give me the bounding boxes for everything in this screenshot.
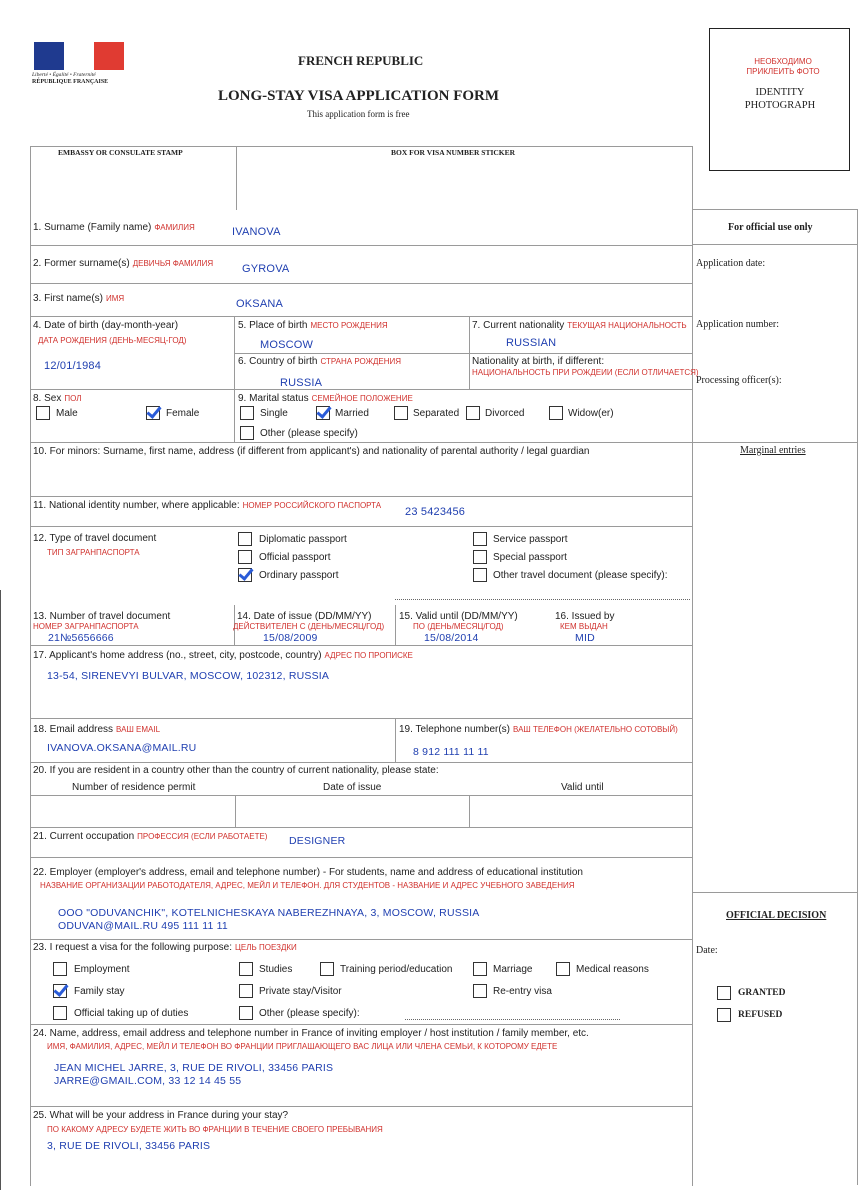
travel-doc-type-ru: ТИП ЗАГРАНПАСПОРТА <box>47 548 140 557</box>
marital-other-checkbox[interactable] <box>240 426 254 440</box>
purpose-medical-label: Medical reasons <box>576 964 649 975</box>
surname-label: 1. Surname (Family name) ФАМИЛИЯ <box>33 222 195 233</box>
national-id-value[interactable]: 23 5423456 <box>405 506 466 518</box>
marital-divorced-label: Divorced <box>485 408 525 419</box>
purpose-medical-checkbox[interactable] <box>556 962 570 976</box>
service-passport-label: Service passport <box>493 534 568 545</box>
residence-permit-col: Number of residence permit <box>72 782 196 793</box>
date-of-issue-value[interactable]: 15/08/2009 <box>263 632 318 644</box>
official-decision-title: OFFICIAL DECISION <box>726 910 827 921</box>
purpose-marriage-checkbox[interactable] <box>473 962 487 976</box>
purpose-label: 23. I request a visa for the following purpose: ЦЕЛЬ ПОЕЗДКИ <box>33 942 297 953</box>
france-address-value[interactable]: 3, RUE DE RIVOLI, 33456 PARIS <box>47 1140 211 1152</box>
occupation-label: 21. Current occupation ПРОФЕССИЯ (ЕСЛИ РАБОТАЕТЕ) <box>33 831 268 842</box>
purpose-private-checkbox[interactable] <box>239 984 253 998</box>
issued-by-value[interactable]: MID <box>575 632 595 644</box>
ordinary-passport-checkbox[interactable] <box>238 568 252 582</box>
issued-by-label: 16. Issued by <box>555 611 615 622</box>
stamp-label: EMBASSY OR CONSULATE STAMP <box>58 148 183 157</box>
sticker-label: BOX FOR VISA NUMBER STICKER <box>391 148 516 157</box>
residence-label: 20. If you are resident in a country other than the country of current nationality, please state: <box>33 765 439 776</box>
dob-value[interactable]: 12/01/1984 <box>44 360 102 372</box>
travel-doc-type-label: 12. Type of travel document <box>33 533 157 544</box>
residence-issue-col: Date of issue <box>323 782 382 793</box>
country-of-birth-value[interactable]: RUSSIA <box>280 377 323 389</box>
marital-divorced-checkbox[interactable] <box>466 406 480 420</box>
logo-name: RÉPUBLIQUE FRANÇAISE <box>32 79 109 85</box>
marital-single-label: Single <box>260 408 288 419</box>
granted-checkbox[interactable] <box>717 986 731 1000</box>
employer-line2[interactable]: ODUVAN@MAIL.RU 495 111 11 11 <box>58 920 228 932</box>
inviting-party-line1[interactable]: JEAN MICHEL JARRE, 3, RUE DE RIVOLI, 33456 PARIS <box>54 1062 334 1074</box>
marginal-entries-label: Marginal entries <box>740 445 806 456</box>
other-travel-doc-checkbox[interactable] <box>473 568 487 582</box>
purpose-family-checkbox[interactable] <box>53 984 67 998</box>
application-date-label: Application date: <box>696 258 766 269</box>
travel-doc-number-ru: НОМЕР ЗАГРАНПАСПОРТА <box>33 622 139 631</box>
refused-label: REFUSED <box>738 1010 783 1020</box>
dob-ru: ДАТА РОЖДЕНИЯ (ДЕНЬ-МЕСЯЦ-ГОД) <box>38 336 187 345</box>
purpose-duties-label: Official taking up of duties <box>74 1008 189 1019</box>
home-address-label: 17. Applicant's home address (no., street, city, postcode, country) АДРЕС ПО ПРОПИСКЕ <box>33 650 413 661</box>
valid-until-ru: ПО (ДЕНЬ/МЕСЯЦ/ГОД) <box>413 622 504 631</box>
photo-label: IDENTITY PHOTOGRAPH <box>744 87 816 111</box>
special-passport-checkbox[interactable] <box>473 550 487 564</box>
place-of-birth-label: 5. Place of birth МЕСТО РОЖДЕНИЯ <box>238 320 388 331</box>
purpose-reentry-label: Re-entry visa <box>493 986 552 997</box>
france-address-label: 25. What will be your address in France during your stay? <box>33 1110 289 1121</box>
service-passport-checkbox[interactable] <box>473 532 487 546</box>
purpose-duties-checkbox[interactable] <box>53 1006 67 1020</box>
marital-other-label: Other (please specify) <box>260 428 358 439</box>
purpose-family-label: Family stay <box>74 986 125 997</box>
former-surname-value[interactable]: GYROVA <box>242 263 290 275</box>
processing-officer-label: Processing officer(s): <box>696 375 782 386</box>
valid-until-value[interactable]: 15/08/2014 <box>424 632 479 644</box>
surname-value[interactable]: IVANOVA <box>232 226 281 238</box>
diplomatic-passport-label: Diplomatic passport <box>259 534 347 545</box>
employer-ru: НАЗВАНИЕ ОРГАНИЗАЦИИ РАБОТОДАТЕЛЯ, АДРЕС, МЕЙЛ И ТЕЛЕФОН. ДЛЯ СТУДЕНТОВ - НАЗВАНИЕ И АДРЕС УЧЕБНОГО ЗАВЕДЕНИЯ <box>40 881 575 890</box>
other-travel-doc-label: Other travel document (please specify): <box>493 570 668 581</box>
page-title: LONG-STAY VISA APPLICATION FORM <box>218 88 500 104</box>
minors-guardian-label: 10. For minors: Surname, first name, address (if different from applicant's) and nationality of parental authority / legal guardian <box>33 446 590 457</box>
diplomatic-passport-checkbox[interactable] <box>238 532 252 546</box>
nationality-value[interactable]: RUSSIAN <box>506 337 557 349</box>
application-number-label: Application number: <box>696 319 780 330</box>
sex-label: 8. Sex ПОЛ <box>33 393 82 404</box>
occupation-value[interactable]: DESIGNER <box>289 835 346 847</box>
home-address-value[interactable]: 13-54, SIRENEVYI BULVAR, MOSCOW, 102312, RUSSIA <box>47 670 330 682</box>
place-of-birth-value[interactable]: MOSCOW <box>260 339 314 351</box>
sex-female-checkbox[interactable] <box>146 406 160 420</box>
photo-box <box>709 28 850 171</box>
special-passport-label: Special passport <box>493 552 567 563</box>
ordinary-passport-label: Ordinary passport <box>259 570 339 581</box>
logo-motto: Liberté • Égalité • Fraternité <box>32 72 96 78</box>
purpose-studies-checkbox[interactable] <box>239 962 253 976</box>
purpose-employment-checkbox[interactable] <box>53 962 67 976</box>
purpose-marriage-label: Marriage <box>493 964 533 975</box>
employer-line1[interactable]: OOO "ODUVANCHIK", KOTELNICHESKAYA NABEREZHNAYA, 3, MOSCOW, RUSSIA <box>58 907 480 919</box>
nationality-birth-ru: НАЦИОНАЛЬНОСТЬ ПРИ РОЖДЕИИ (ЕСЛИ ОТЛИЧАЕТСЯ) <box>472 368 699 377</box>
marital-married-label: Married <box>335 408 369 419</box>
dob-label: 4. Date of birth (day-month-year) <box>33 320 179 331</box>
sex-male-checkbox[interactable] <box>36 406 50 420</box>
photo-ru-note: НЕОБХОДИМО ПРИКЛЕИТЬ ФОТО <box>746 57 820 76</box>
purpose-reentry-checkbox[interactable] <box>473 984 487 998</box>
marital-widow-label: Widow(er) <box>568 408 614 419</box>
inviting-party-label: 24. Name, address, email address and telephone number in France of inviting employer / host institution / family member, etc. <box>33 1028 589 1039</box>
official-passport-label: Official passport <box>259 552 331 563</box>
date-of-issue-label: 14. Date of issue (DD/MM/YY) <box>237 611 372 622</box>
marital-widow-checkbox[interactable] <box>549 406 563 420</box>
country-name: FRENCH REPUBLIC <box>298 53 424 68</box>
telephone-label: 19. Telephone number(s) ВАШ ТЕЛЕФОН (ЖЕЛАТЕЛЬНО СОТОВЫЙ) <box>399 724 678 735</box>
telephone-value[interactable]: 8 912 111 11 11 <box>413 746 489 758</box>
purpose-employment-label: Employment <box>74 964 130 975</box>
sex-male-label: Male <box>56 408 78 419</box>
purpose-other-checkbox[interactable] <box>239 1006 253 1020</box>
page-subtitle: This application form is free <box>307 109 410 119</box>
travel-doc-number-value[interactable]: 21№5656666 <box>48 632 114 644</box>
flag-icon <box>34 42 124 70</box>
nationality-label: 7. Current nationality ТЕКУЩАЯ НАЦИОНАЛЬНОСТЬ <box>472 320 687 331</box>
decision-date-label: Date: <box>696 945 718 956</box>
valid-until-label: 15. Valid until (DD/MM/YY) <box>399 611 518 622</box>
country-of-birth-label: 6. Country of birth СТРАНА РОЖДЕНИЯ <box>238 356 402 367</box>
purpose-studies-label: Studies <box>259 964 293 975</box>
former-surname-label: 2. Former surname(s) ДЕВИЧЬЯ ФАМИЛИЯ <box>33 258 214 269</box>
inviting-party-ru: ИМЯ, ФАМИЛИЯ, АДРЕС, МЕЙЛ И ТЕЛЕФОН ВО ФРАНЦИИ ПРИГЛАШАЮЩЕГО ВАС ЛИЦА ИЛИ ЧЛЕНА СЕМЬИ, К КОТОРОМУ ЕДЕТЕ <box>47 1042 558 1051</box>
first-name-label: 3. First name(s) ИМЯ <box>33 293 125 304</box>
marital-single-checkbox[interactable] <box>240 406 254 420</box>
france-address-ru: ПО КАКОМУ АДРЕСУ БУДЕТЕ ЖИТЬ ВО ФРАНЦИИ В ТЕЧЕНИЕ СВОЕГО ПРЕБЫВАНИЯ <box>47 1125 383 1134</box>
sex-female-label: Female <box>166 408 200 419</box>
date-of-issue-ru: ДЕЙСТВИТЕЛЕН С (ДЕНЬ/МЕСЯЦ/ГОД) <box>233 622 385 631</box>
purpose-training-label: Training period/education <box>340 964 453 975</box>
national-id-label: 11. National identity number, where applicable: НОМЕР РОССИЙСКОГО ПАСПОРТА <box>33 500 382 511</box>
email-value[interactable]: IVANOVA.OKSANA@MAIL.RU <box>47 742 197 754</box>
refused-checkbox[interactable] <box>717 1008 731 1022</box>
inviting-party-line2[interactable]: JARRE@GMAIL.COM, 33 12 14 45 55 <box>54 1075 242 1087</box>
residence-valid-col: Valid until <box>561 782 604 793</box>
marital-separated-checkbox[interactable] <box>394 406 408 420</box>
first-name-value[interactable]: OKSANA <box>236 298 284 310</box>
email-label: 18. Email address ВАШ EMAIL <box>33 724 161 735</box>
granted-label: GRANTED <box>738 988 786 998</box>
nationality-birth-label: Nationality at birth, if different: <box>472 356 605 367</box>
travel-doc-number-label: 13. Number of travel document <box>33 611 171 622</box>
marital-separated-label: Separated <box>413 408 460 419</box>
purpose-private-label: Private stay/Visitor <box>259 986 342 997</box>
republique-logo <box>32 42 124 88</box>
purpose-other-label: Other (please specify): <box>259 1008 360 1019</box>
issued-by-ru: КЕМ ВЫДАН <box>560 622 608 631</box>
purpose-training-checkbox[interactable] <box>320 962 334 976</box>
marital-married-checkbox[interactable] <box>316 406 330 420</box>
official-use-title: For official use only <box>728 222 813 233</box>
official-passport-checkbox[interactable] <box>238 550 252 564</box>
employer-label: 22. Employer (employer's address, email and telephone number) - For students, name and address of educational institution <box>33 867 583 878</box>
marital-status-label: 9. Marital status СЕМЕЙНОЕ ПОЛОЖЕНИЕ <box>238 393 413 404</box>
